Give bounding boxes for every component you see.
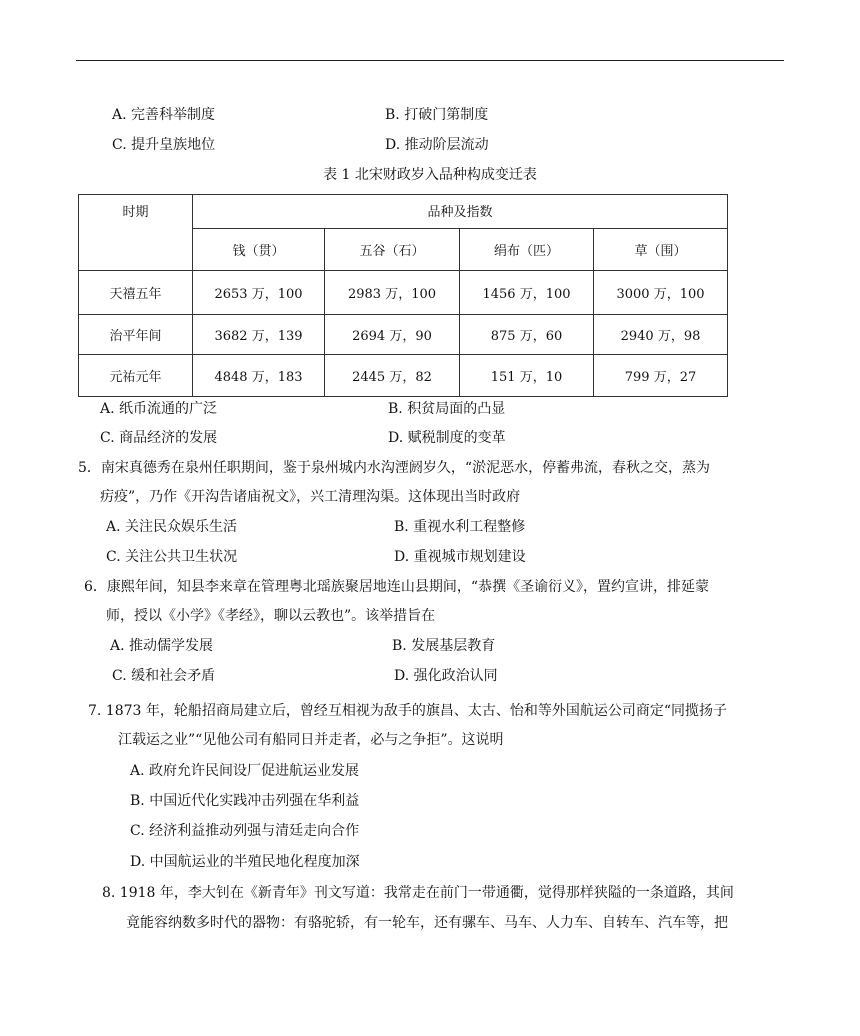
q4-option-b: B. 积贫局面的凸显 [388, 401, 506, 417]
q4-option-c: C. 商品经济的发展 [100, 430, 218, 446]
table-cell: 2653 万，100 [193, 271, 325, 315]
table-cell: 2940 万，98 [594, 315, 728, 355]
table-caption: 表 1 北宋财政岁入品种构成变迁表 [323, 167, 537, 183]
q4-option-d: D. 赋税制度的变革 [388, 430, 506, 446]
row-period: 天禧五年 [79, 271, 193, 315]
q6-option-d: D. 强化政治认同 [394, 668, 498, 684]
group-header: 品种及指数 [193, 195, 728, 229]
table-cell: 2983 万，100 [325, 271, 460, 315]
q7-option-c: C. 经济利益推动列强与清廷走向合作 [130, 823, 360, 839]
q6-stem-line1: 6．康熙年间，知县李来章在管理粤北瑶族聚居地连山县期间，“恭撰《圣谕衍义》，置约宣讲，排延蒙 [84, 579, 710, 595]
q5-stem-line2: 疠疫”，乃作《开沟告诸庙祝文》，兴工清理沟渠。这体现出当时政府 [100, 489, 521, 505]
header-rule [76, 60, 784, 61]
q5-option-b: B. 重视水利工程整修 [394, 519, 526, 535]
q7-stem-line2: 江载运之业”“见他公司有船同日并走者，必与之争拒”。这说明 [118, 732, 504, 748]
q3-option-b: B. 打破门第制度 [385, 107, 489, 123]
row-period: 元祐元年 [79, 355, 193, 397]
table-cell: 4848 万，183 [193, 355, 325, 397]
table-cell: 2445 万，82 [325, 355, 460, 397]
table-cell: 151 万，10 [460, 355, 594, 397]
q3-option-c: C. 提升皇族地位 [112, 137, 216, 153]
q7-stem-line1: 7. 1873 年，轮船招商局建立后，曾经互相视为敌手的旗昌、太古、怡和等外国航运公司商定“同揽扬子 [88, 703, 728, 719]
q3-option-d: D. 推动阶层流动 [385, 137, 489, 153]
column-header: 草（围） [594, 229, 728, 271]
q8-stem-line2: 竟能容纳数多时代的器物：有骆驼轿，有一轮车，还有骡车、马车、人力车、自转车、汽车等，把 [126, 915, 728, 931]
table-cell: 3000 万，100 [594, 271, 728, 315]
q6-option-b: B. 发展基层教育 [392, 638, 496, 654]
q7-option-a: A. 政府允许民间设厂促进航运业发展 [130, 763, 360, 779]
q6-option-a: A. 推动儒学发展 [110, 638, 214, 654]
table-row [79, 315, 728, 355]
column-header: 钱（贯） [193, 229, 325, 271]
q8-stem-line1: 8. 1918 年，李大钊在《新青年》刊文写道：我常走在前门一带通衢，觉得那样狭隘的一条道路，其间 [102, 885, 734, 901]
q5-stem-line1: 5．南宋真德秀在泉州任职期间，鉴于泉州城内水沟湮阏岁久，“淤泥恶水，停蓄弗流，春秋之交，蒸为 [78, 460, 711, 476]
table-cell: 1456 万，100 [460, 271, 594, 315]
fiscal-revenue-table [78, 194, 728, 397]
column-header: 绢布（匹） [460, 229, 594, 271]
period-header: 时期 [79, 195, 193, 271]
row-period: 治平年间 [79, 315, 193, 355]
q5-option-a: A. 关注民众娱乐生活 [106, 519, 238, 535]
table-cell: 875 万，60 [460, 315, 594, 355]
column-header: 五谷（石） [325, 229, 460, 271]
q6-option-c: C. 缓和社会矛盾 [112, 668, 216, 684]
q6-stem-line2: 师，授以《小学》《孝经》，聊以云教也”。该举措旨在 [106, 608, 436, 624]
q3-option-a: A. 完善科举制度 [112, 107, 216, 123]
q4-option-a: A. 纸币流通的广泛 [100, 401, 218, 417]
table-row [79, 271, 728, 315]
table-row [79, 355, 728, 397]
q7-option-d: D. 中国航运业的半殖民地化程度加深 [130, 854, 360, 870]
table-cell: 2694 万，90 [325, 315, 460, 355]
table-cell: 799 万，27 [594, 355, 728, 397]
q7-option-b: B. 中国近代化实践冲击列强在华利益 [130, 793, 360, 809]
table-cell: 3682 万，139 [193, 315, 325, 355]
q5-option-c: C. 关注公共卫生状况 [106, 549, 238, 565]
q5-option-d: D. 重视城市规划建设 [394, 549, 526, 565]
